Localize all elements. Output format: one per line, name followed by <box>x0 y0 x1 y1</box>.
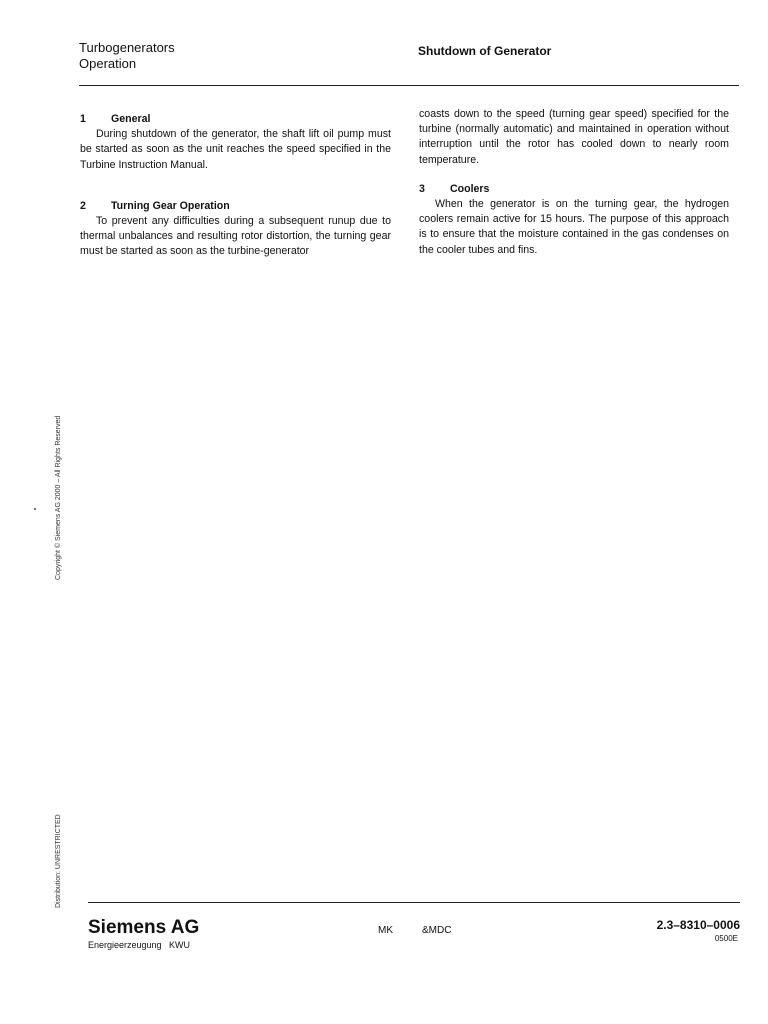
section-2-continuation: coasts down to the speed (turning gear speed) specified for the turbine (normally automatic) and maintained in operation without interruption until the rotor has cooled down to nearly room temperature. <box>419 108 729 166</box>
footer-code-2: &MDC <box>422 925 452 936</box>
copyright-note: Copyright © Siemens AG 2000 – All Rights Reserved <box>55 415 62 580</box>
section-3-title: Coolers <box>450 182 490 195</box>
section-3-heading <box>419 182 729 197</box>
section-2-number: 2 <box>80 199 86 212</box>
header-line-1: Turbogenerators <box>79 40 175 55</box>
revision-code: 0500E <box>714 934 738 943</box>
header-left <box>79 40 175 72</box>
section-1-text: During shutdown of the generator, the shaft lift oil pump must be started as soon as the unit reaches the speed specified in the Turbine Instruction Manual. <box>80 128 391 171</box>
document-number: 2.3–8310–0006 <box>656 918 740 932</box>
header-line-2: Operation <box>79 56 137 71</box>
section-3-text: When the generator is on the turning gear, the hydrogen coolers remain active for 15 hours. The purpose of this approach is to ensure that the moisture contained in the gas condenses on the cooler tubes and fins. <box>419 198 729 256</box>
company-name: Siemens AG <box>88 917 200 938</box>
section-1-number: 1 <box>80 113 86 125</box>
right-column <box>419 107 729 258</box>
section-3-number: 3 <box>419 182 425 195</box>
left-column <box>80 112 391 260</box>
footer-code-1: MK <box>378 925 393 936</box>
section-2-text: To prevent any difficulties during a subsequent runup due to thermal unbalances and resulting rotor distortion, the turning gear must be started as soon as the turbine-generator <box>80 215 391 258</box>
section-1-title: General <box>111 113 151 125</box>
section-2-title: Turning Gear Operation <box>111 199 230 212</box>
margin-dot <box>34 508 36 510</box>
section-2-heading <box>80 199 391 214</box>
header-rule <box>79 85 739 86</box>
section-1-heading <box>80 112 391 127</box>
page-title: Shutdown of Generator <box>418 44 552 58</box>
footer-rule <box>88 902 740 903</box>
company-division: Energieerzeugung KWU <box>88 940 191 950</box>
distribution-note: Distribution: UNRESTRICTED <box>55 814 62 908</box>
